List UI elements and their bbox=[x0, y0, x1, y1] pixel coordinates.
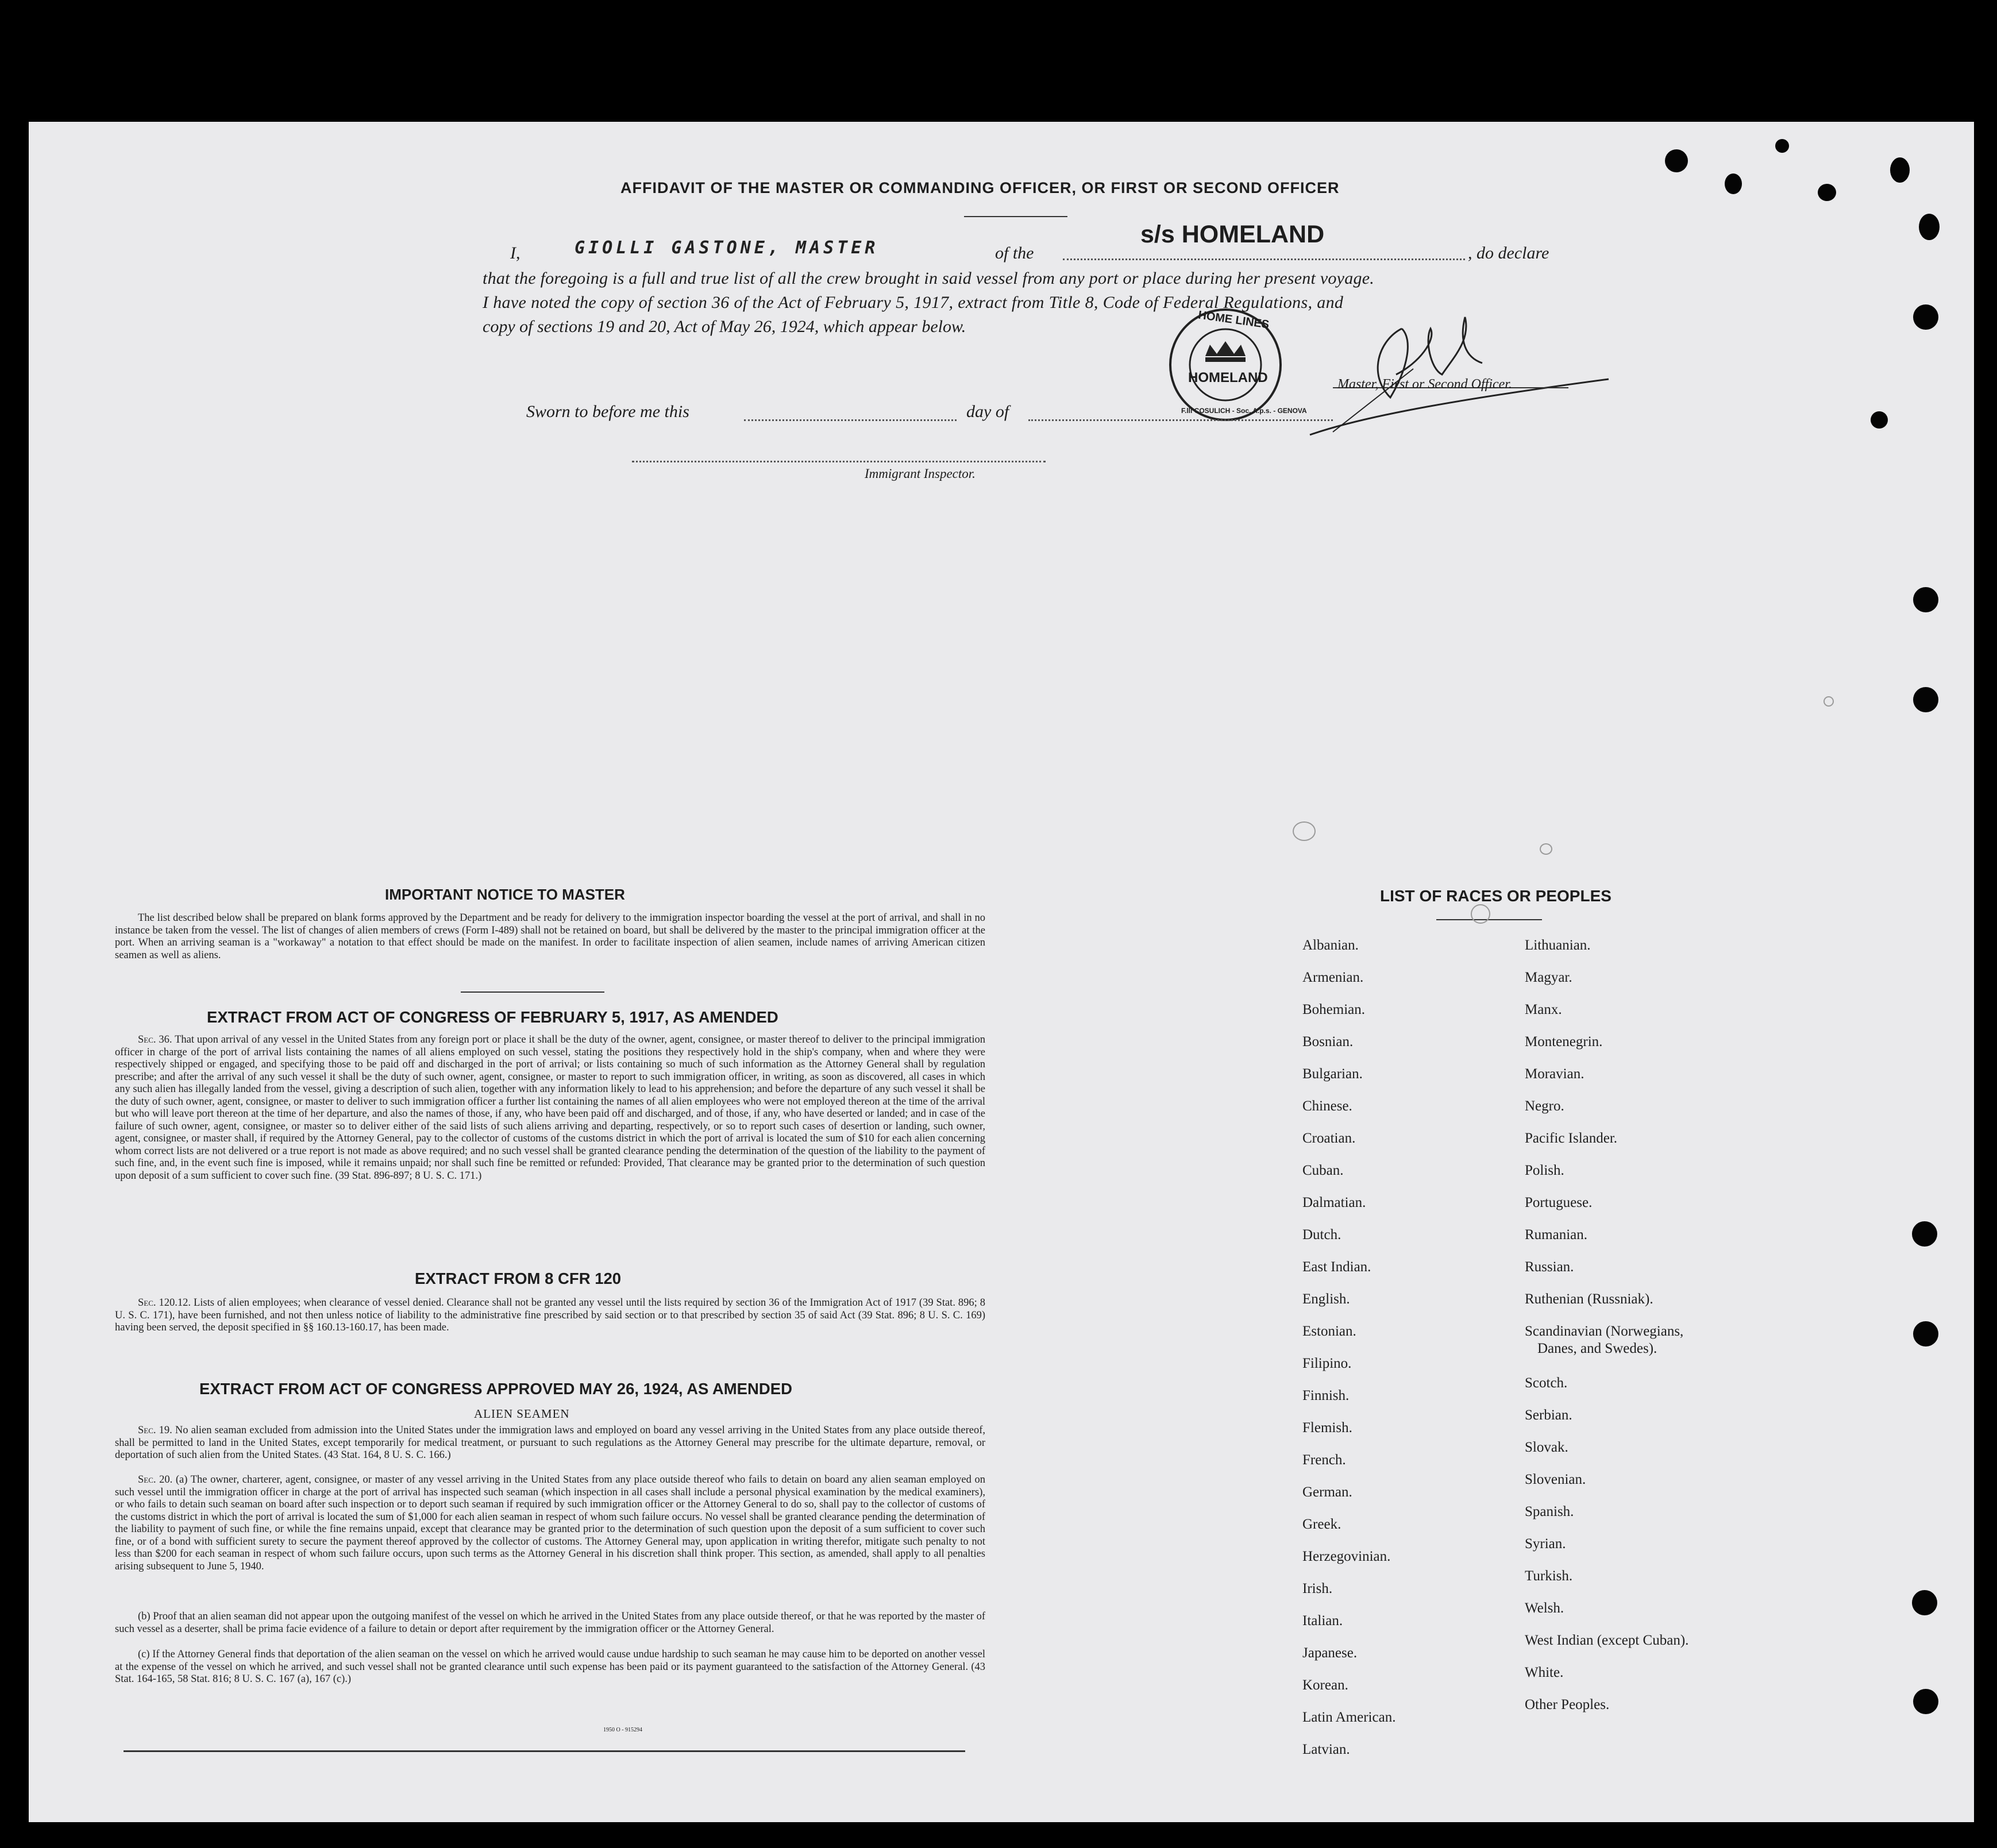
race-item: Polish. bbox=[1525, 1163, 1564, 1178]
extract-1917-sec: Sec. 36. bbox=[138, 1034, 172, 1045]
race-item: Welsh. bbox=[1525, 1600, 1564, 1616]
race-item: Other Peoples. bbox=[1525, 1697, 1610, 1712]
master-signature bbox=[1298, 306, 1620, 443]
race-item: Dalmatian. bbox=[1302, 1195, 1366, 1210]
race-item: Scotch. bbox=[1525, 1375, 1568, 1391]
do-declare-text: , do declare bbox=[1468, 244, 1549, 263]
sec19-label: Sec. 19. bbox=[138, 1425, 172, 1436]
race-item: Montenegrin. bbox=[1525, 1034, 1603, 1050]
sec20c-body bbox=[115, 1649, 985, 1686]
sec20a-text: (a) The owner, charterer, agent, consignee, or master of any vessel arriving in the United States from any place outside thereof who fails to detain on board any alien seaman employed on such vessel until the immigration officer in charge at the port of arrival has inspected such seaman (which inspection in all cases shall include a personal physical examination by the medical examiners), or who fails to detain such seaman on board after such inspection or to deport such seaman if required by such immigration officer or the Attorney General to do so, shall pay to the collector of customs of the customs district in which the port of arrival is located the sum of $1,000 for each alien seaman in respect of whom such failure occurs. No vessel shall be granted clearance pending the determination of the liability to payment of such fine, or while the fine remains unpaid, except that clearance may be granted prior to the determination of such question upon the deposit of a sum sufficient to cover such fine, or of a bond with sufficient surety to secure the payment thereof approved by the collector of customs. The Attorney General may, upon application in writing therefor, mitigate such penalty to not less than $200 for each seaman in respect of whom such failure occurs, upon such terms as the Attorney General in his discretion shall think proper. This section, as amended, shall apply to all penalties arising subsequent to June 5, 1940. bbox=[115, 1474, 986, 1572]
race-item: White. bbox=[1525, 1665, 1564, 1680]
punch-hole bbox=[1913, 687, 1938, 712]
race-item: Filipino. bbox=[1302, 1356, 1352, 1371]
race-item: Spanish. bbox=[1525, 1504, 1574, 1519]
punch-hole bbox=[1890, 157, 1910, 183]
race-item: Korean. bbox=[1302, 1677, 1348, 1693]
punch-hole bbox=[1775, 139, 1789, 153]
race-item: Dutch. bbox=[1302, 1227, 1341, 1243]
extract-cfr-body bbox=[115, 1297, 985, 1334]
punch-hole bbox=[1913, 587, 1938, 612]
notice-heading: IMPORTANT NOTICE TO MASTER bbox=[385, 886, 625, 903]
race-item: English. bbox=[1302, 1291, 1350, 1307]
race-item: West Indian (except Cuban). bbox=[1525, 1633, 1689, 1648]
extract-cfr-heading: EXTRACT FROM 8 CFR 120 bbox=[415, 1270, 622, 1287]
race-item: Chinese. bbox=[1302, 1098, 1352, 1114]
notice-body bbox=[115, 912, 985, 962]
race-item: Scandinavian (Norwegians, bbox=[1525, 1324, 1684, 1339]
race-item: Manx. bbox=[1525, 1002, 1562, 1017]
affidavit-line-4: copy of sections 19 and 20, Act of May 26, 1924, which appear below. bbox=[483, 317, 966, 336]
signature-caption: Master, First or Second Officer. bbox=[1337, 377, 1512, 392]
race-item: Bulgarian. bbox=[1302, 1066, 1363, 1082]
sec20b-text: (b) Proof that an alien seaman did not appear upon the outgoing manifest of the vessel on which he arrived in the United States from any place outside thereof, or that he was reported by the master of such vessel as a deserter, shall be prima facie evidence of a failure to detain or deport after requirement by the immigration officer or the Attorney General. bbox=[115, 1611, 985, 1635]
sec20-label: Sec. 20. bbox=[138, 1474, 173, 1486]
race-item: Estonian. bbox=[1302, 1324, 1356, 1339]
sworn-month-line bbox=[1028, 419, 1333, 421]
race-item: Finnish. bbox=[1302, 1388, 1350, 1403]
alien-seamen-subheading: ALIEN SEAMEN bbox=[474, 1407, 570, 1421]
sec20b-body bbox=[115, 1611, 985, 1635]
race-item: Danes, and Swedes). bbox=[1537, 1341, 1657, 1356]
paper-spot bbox=[1540, 843, 1552, 855]
race-item: Italian. bbox=[1302, 1613, 1343, 1629]
race-item: Flemish. bbox=[1302, 1420, 1352, 1436]
sworn-day-line bbox=[744, 419, 957, 421]
race-item: Bohemian. bbox=[1302, 1002, 1366, 1017]
paper-spot bbox=[1471, 904, 1490, 924]
race-item: Rumanian. bbox=[1525, 1227, 1588, 1243]
stamp-bottom-text: F.lli COSULICH - Soc. A.p.s. - GENOVA bbox=[1181, 407, 1307, 415]
race-item: French. bbox=[1302, 1452, 1346, 1468]
race-item: Croatian. bbox=[1302, 1131, 1356, 1146]
race-item: Russian. bbox=[1525, 1259, 1574, 1275]
stamp-top-text: HOME LINES bbox=[1197, 308, 1270, 331]
race-item: Ruthenian (Russniak). bbox=[1525, 1291, 1653, 1307]
race-item: Turkish. bbox=[1525, 1568, 1573, 1584]
affidavit-line-2: that the foregoing is a full and true list of all the crew brought in said vessel from any port or place during her present voyage. bbox=[483, 269, 1375, 288]
race-item: Albanian. bbox=[1302, 937, 1359, 953]
stamp-center-text: HOMELAND bbox=[1188, 370, 1268, 385]
of-the-text: of the bbox=[995, 244, 1034, 263]
punch-hole bbox=[1919, 214, 1940, 240]
race-item: Pacific Islander. bbox=[1525, 1131, 1618, 1146]
race-item: Greek. bbox=[1302, 1517, 1341, 1532]
race-item: Slovak. bbox=[1525, 1440, 1568, 1455]
sec19-text: No alien seaman excluded from admission into the United States under the immigration laws and employed on board any vessel arriving in the United States from any place outside thereof, shall be permitted to land in the United States, except temporarily for medical treatment, or pursuant to such regulations as the Attorney General may prescribe for the ultimate departure, removal, or deportation of such alien from the United States. (43 Stat. 164, 8 U. S. C. 166.) bbox=[115, 1425, 986, 1461]
race-item: Latin American. bbox=[1302, 1710, 1396, 1725]
race-item: Portuguese. bbox=[1525, 1195, 1593, 1210]
notice-body-text: The list described below shall be prepared on blank forms approved by the Department and be ready for delivery to the immigration inspector boarding the vessel at the port of arrival, and shall in no instance be taken from the vessel. The list of changes of alien members of crews (Form I-489) shall not be retained on board, but shall be delivered by the master to the principal immigration officer at the port. When an arriving seaman is a "workaway" a notation to that effect should be made on the manifest. In order to facilitate inspection of alien seamen, include names of arriving American citizen seamen as well as aliens. bbox=[115, 912, 985, 961]
race-item: Cuban. bbox=[1302, 1163, 1344, 1178]
affidavit-line-3: I have noted the copy of section 36 of the Act of February 5, 1917, extract from Title 8, Code of Federal Regulations, and bbox=[483, 293, 1344, 312]
day-of-text: day of bbox=[966, 402, 1009, 421]
race-item: Herzegovinian. bbox=[1302, 1549, 1391, 1564]
punch-hole bbox=[1913, 1689, 1938, 1714]
race-item: Negro. bbox=[1525, 1098, 1564, 1114]
race-item: Syrian. bbox=[1525, 1536, 1566, 1552]
affidavit-title: AFFIDAVIT OF THE MASTER OR COMMANDING OFFICER, OR FIRST OR SECOND OFFICER bbox=[620, 179, 1340, 196]
race-item: Magyar. bbox=[1525, 970, 1572, 985]
extract-1924-heading: EXTRACT FROM ACT OF CONGRESS APPROVED MAY 26, 1924, AS AMENDED bbox=[199, 1380, 792, 1398]
punch-hole bbox=[1913, 304, 1938, 330]
extract-1917-heading: EXTRACT FROM ACT OF CONGRESS OF FEBRUARY 5, 1917, AS AMENDED bbox=[207, 1008, 778, 1026]
sworn-text: Sworn to before me this bbox=[526, 402, 689, 421]
race-item: East Indian. bbox=[1302, 1259, 1371, 1275]
race-item: Bosnian. bbox=[1302, 1034, 1354, 1050]
race-item: Moravian. bbox=[1525, 1066, 1585, 1082]
race-item: Lithuanian. bbox=[1525, 937, 1591, 953]
inspector-caption: Immigrant Inspector. bbox=[865, 466, 976, 481]
race-item: Armenian. bbox=[1302, 970, 1364, 985]
title-divider bbox=[964, 216, 1067, 217]
paper-spot bbox=[1823, 696, 1834, 707]
declare-prefix: I, bbox=[510, 244, 521, 263]
races-heading: LIST OF RACES OR PEOPLES bbox=[1380, 887, 1612, 905]
sec20a-body bbox=[115, 1474, 985, 1573]
punch-hole bbox=[1912, 1590, 1937, 1615]
punch-hole bbox=[1818, 184, 1836, 201]
inspector-signature-line bbox=[632, 461, 1046, 462]
race-item: Serbian. bbox=[1525, 1407, 1572, 1423]
vessel-name: s/s HOMELAND bbox=[1140, 221, 1325, 248]
paper-spot bbox=[1293, 821, 1316, 841]
sec19-body bbox=[115, 1425, 985, 1462]
document-sheet bbox=[29, 122, 1974, 1822]
races-divider bbox=[1436, 919, 1542, 920]
sec20c-text: (c) If the Attorney General finds that deportation of the alien seaman on the vessel on which he arrived would cause undue hardship to such seaman he may cause him to be deported on another vessel at the expense of the vessel on which he arrived, and such vessel shall not be granted clearance until such expense has been paid or its payment guaranteed to the satisfaction of the Attorney General. (43 Stat. 164-165, 58 Stat. 816; 8 U. S. C. 167 (a), 167 (c).) bbox=[115, 1649, 985, 1685]
race-item: Latvian. bbox=[1302, 1742, 1350, 1757]
master-name: GIOLLI GASTONE, MASTER bbox=[575, 238, 879, 258]
race-item: Irish. bbox=[1302, 1581, 1333, 1596]
punch-hole bbox=[1725, 173, 1742, 194]
race-item: Japanese. bbox=[1302, 1645, 1358, 1661]
extract-1917-text: That upon arrival of any vessel in the United States from any foreign port or place it shall be the duty of the owner, agent, consignee, or master thereof to deliver to the principal immigration officer in charge of the port of arrival lists containing the names of all aliens employed on such vessel, stating the positions they respectively hold in the ship's company, when and where they were respectively shipped or engaged, and specifying those to be paid off and discharged in the port of arrival; or lists containing so much of such information as the Attorney General shall by regulation prescribe; and after the arrival of any such vessel it shall be the duty of such owner, agent, consignee, or master to report to such immigration officer, in writing, as soon as discovered, all cases in which any such alien has illegally landed from the vessel, giving a description of such alien, together with any information likely to lead to his apprehension; and before the departure of any such vessel it shall be the duty of such owner, agent, consignee, or master to deliver to such immigration officer a further list containing the names of all alien employees who were not employed thereon at the time of the arrival but who will leave port thereon at the time of her departure, and also the names of those, if any, who have been paid off and discharged, and of those, if any, who have deserted or landed; and in case of the failure of such owner, agent, consignee, or master so to deliver either of the said lists of such aliens arriving and departing, respectively, or so to report such cases of desertion or landing, such owner, agent, consignee, or master shall, if required by the Attorney General, pay to the collector of customs of the customs district in which the port of arrival is located the sum of $10 for each alien concerning whom correct lists are not delivered or a true report is not made as above required; and no such vessel shall be granted clearance pending the determination of the question of the liability to the payment of such fine, and, in the event such fine is imposed, while it remains unpaid; nor shall such fine be remitted or refunded: Provided, That clearance may be granted prior to the determination of such question upon deposit of a sum sufficient to cover such fine. (39 Stat. 896-897; 8 U. S. C. 171.) bbox=[115, 1034, 985, 1182]
bottom-rule bbox=[124, 1750, 965, 1752]
extract-cfr-text: Lists of alien employees; when clearance of vessel denied. Clearance shall not be granted any vessel until the lists required by section 36 of the Immigration Act of 1917 (39 Stat. 896; 8 U. S. C. 171), have been furnished, and not then unless notice of liability to the administrative fine prescribed by said section or to that prescribed by section 35 of said Act (39 Stat. 896; 8 U. S. C. 169) having been served, the deposit specified in §§ 160.13-160.17, has been made. bbox=[115, 1297, 985, 1333]
punch-hole bbox=[1871, 411, 1888, 429]
extract-cfr-sec: Sec. 120.12. bbox=[138, 1297, 191, 1309]
race-item: German. bbox=[1302, 1484, 1352, 1500]
extract-1917-body bbox=[115, 1034, 985, 1182]
race-item: Slovenian. bbox=[1525, 1472, 1586, 1487]
notice-divider bbox=[461, 991, 604, 993]
vessel-line bbox=[1063, 259, 1465, 260]
punch-hole bbox=[1665, 149, 1688, 172]
punch-hole bbox=[1912, 1221, 1937, 1247]
punch-hole bbox=[1913, 1321, 1938, 1347]
print-code: 1950 O - 915294 bbox=[603, 1727, 643, 1733]
